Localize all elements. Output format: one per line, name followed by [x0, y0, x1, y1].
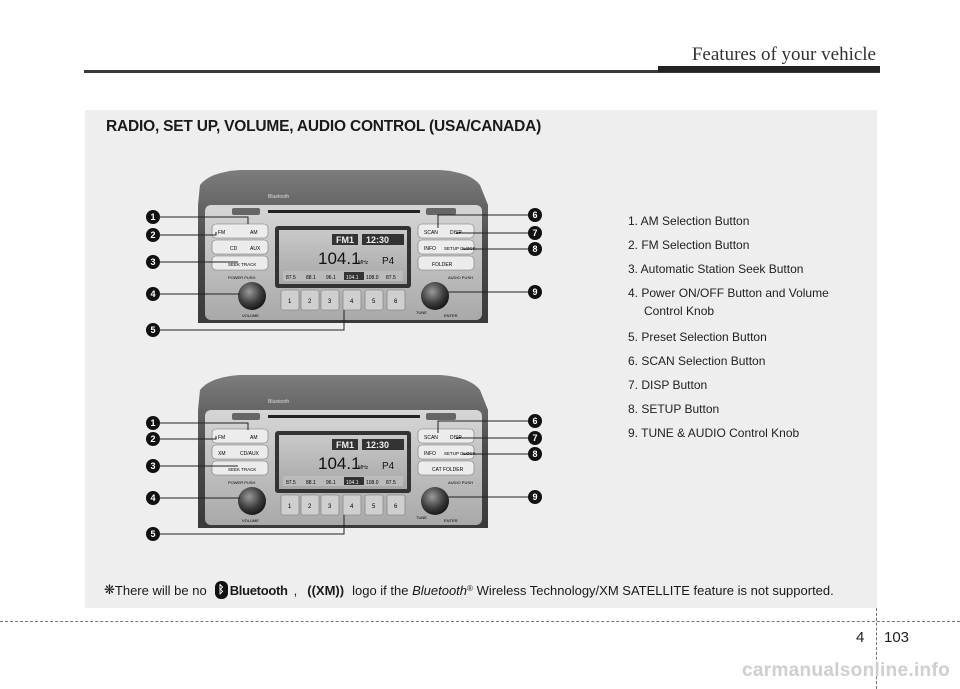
- preset-freq: 87.5: [386, 480, 396, 486]
- registered-mark: ®: [467, 583, 473, 593]
- bluetooth-icon: ᛒ: [215, 581, 228, 599]
- preset-key: 3: [328, 299, 332, 305]
- volume-label: VOLUME: [242, 518, 259, 523]
- preset-freq: 88.1: [306, 275, 316, 281]
- enter-label: ENTER: [444, 518, 458, 523]
- scan-label: SCAN: [424, 435, 438, 441]
- preset-freq: 87.5: [286, 480, 296, 486]
- legend-item: 5. Preset Selection Button: [628, 330, 767, 344]
- tune-label: TUNE: [416, 515, 427, 520]
- footnote-text-mid: logo if the: [352, 582, 409, 598]
- radio-unit-bottom: [198, 375, 488, 528]
- preset-indicator: P4: [382, 461, 395, 472]
- unit-text: MHz: [358, 260, 369, 266]
- tune-audio-knob[interactable]: [421, 282, 449, 310]
- radio-unit-top: [198, 170, 488, 323]
- xm-logo: ((XM)): [307, 582, 345, 598]
- preset-indicator: P4: [382, 256, 395, 267]
- callout-number: 1: [150, 418, 156, 428]
- volume-knob[interactable]: [238, 282, 266, 310]
- callout-number: 7: [532, 433, 538, 443]
- bluetooth-wordmark: Bluetooth: [229, 582, 288, 598]
- preset-freq: 88.1: [306, 480, 316, 486]
- chapter-number: 4: [856, 629, 865, 646]
- seek-label: SEEK TRACK: [228, 262, 257, 267]
- band-text: FM1: [336, 440, 354, 450]
- footer-rule: [0, 621, 960, 622]
- callout-number: 9: [532, 287, 538, 297]
- callout-number: 8: [532, 244, 538, 254]
- legend-item: 6. SCAN Selection Button: [628, 354, 766, 368]
- preset-key: 6: [394, 504, 398, 510]
- power-label: POWER PUSH: [228, 480, 256, 485]
- legend-item: 7. DISP Button: [628, 378, 708, 392]
- eject-button[interactable]: [232, 208, 260, 215]
- footnote-text-post: Wireless Technology/XM SATELLITE feature is not supported.: [476, 582, 834, 598]
- footnote-italic: Bluetooth: [412, 582, 468, 598]
- callout-number: 3: [150, 257, 156, 267]
- power-label: POWER PUSH: [228, 275, 256, 280]
- footnote-text-pre: There will be no: [114, 582, 207, 598]
- preset-key: 3: [328, 504, 332, 510]
- callout-number: 5: [150, 529, 156, 539]
- disp-label: DISP: [450, 435, 462, 441]
- am-label: AM: [250, 435, 258, 441]
- running-header: Features of your vehicle: [691, 44, 876, 65]
- page-number: 103: [884, 629, 910, 646]
- preset-freq: 104.1: [346, 275, 359, 281]
- preset-key: 2: [308, 504, 312, 510]
- callout-number: 4: [150, 289, 156, 299]
- cd-slot: [268, 210, 420, 213]
- audio-label: AUDIO PUSH: [448, 275, 473, 280]
- xm-label: XM: [218, 451, 226, 457]
- preset-freq: 87.5: [286, 275, 296, 281]
- cd-slot: [268, 415, 420, 418]
- footnote: [104, 581, 834, 599]
- callout-number: 9: [532, 492, 538, 502]
- footnote-comma: ,: [293, 582, 298, 598]
- disp-label: DISP: [450, 230, 462, 236]
- brand-label: Bluetooth: [268, 194, 290, 200]
- fm-label: FM: [218, 230, 226, 236]
- preset-key: 1: [288, 504, 292, 510]
- callout-number: 3: [150, 461, 156, 471]
- seek-label: SEEK TRACK: [228, 467, 257, 472]
- am-label: AM: [250, 230, 258, 236]
- eject-button[interactable]: [232, 413, 260, 420]
- fm-label: FM: [218, 435, 226, 441]
- callout-number: 2: [150, 434, 156, 444]
- bluetooth-logo: [215, 581, 288, 599]
- callout-number: 5: [150, 325, 156, 335]
- cat-folder-label: CAT FOLDER: [432, 467, 464, 473]
- callout-number: 6: [532, 210, 538, 220]
- preset-key: 2: [308, 299, 312, 305]
- cd-aux-label: CD/AUX: [240, 451, 259, 457]
- cd-in-indicator: [426, 413, 456, 420]
- tune-label: TUNE: [416, 310, 427, 315]
- preset-freq: 108.0: [366, 275, 379, 281]
- audio-label: AUDIO PUSH: [448, 480, 473, 485]
- preset-freq: 108.0: [366, 480, 379, 486]
- section-title: RADIO, SET UP, VOLUME, AUDIO CONTROL (USA/CANADA): [106, 118, 542, 135]
- callout-number: 6: [532, 416, 538, 426]
- enter-label: ENTER: [444, 313, 458, 318]
- preset-key: 5: [372, 299, 376, 305]
- legend-item: 2. FM Selection Button: [628, 238, 750, 252]
- legend-item: 3. Automatic Station Seek Button: [628, 262, 804, 276]
- preset-key: 4: [350, 504, 354, 510]
- preset-strip: [283, 476, 403, 486]
- scan-label: SCAN: [424, 230, 438, 236]
- preset-freq: 104.1: [346, 480, 359, 486]
- callout-number: 8: [532, 449, 538, 459]
- volume-label: VOLUME: [242, 313, 259, 318]
- legend-item-continuation: Control Knob: [644, 304, 715, 318]
- legend-item: 1. AM Selection Button: [628, 214, 750, 228]
- setup-label: SETUP CLOCK: [444, 451, 476, 456]
- unit-text: MHz: [358, 465, 369, 471]
- folder-label: FOLDER: [432, 262, 453, 268]
- preset-freq: 96.1: [326, 480, 336, 486]
- preset-freq: 96.1: [326, 275, 336, 281]
- preset-key: 5: [372, 504, 376, 510]
- preset-freq: 87.5: [386, 275, 396, 281]
- brand-label: Bluetooth: [268, 399, 290, 405]
- callout-number: 7: [532, 228, 538, 238]
- watermark: carmanualsonline.info: [742, 660, 950, 681]
- cd-in-indicator: [426, 208, 456, 215]
- callout-number: 2: [150, 230, 156, 240]
- info-label: INFO: [424, 451, 436, 457]
- cd-label: CD: [230, 246, 238, 252]
- preset-key: 1: [288, 299, 292, 305]
- asterism-icon: ❋: [104, 582, 115, 597]
- tune-audio-knob[interactable]: [421, 487, 449, 515]
- aux-label: AUX: [250, 246, 261, 252]
- time-text: 12:30: [366, 440, 390, 450]
- legend-item: 8. SETUP Button: [628, 402, 720, 416]
- time-text: 12:30: [366, 235, 390, 245]
- preset-strip: [283, 271, 403, 281]
- setup-label: SETUP CLOCK: [444, 246, 476, 251]
- callout-number: 1: [150, 212, 156, 222]
- preset-key: 6: [394, 299, 398, 305]
- band-text: FM1: [336, 235, 354, 245]
- callout-number: 4: [150, 493, 156, 503]
- legend-item: 4. Power ON/OFF Button and Volume: [628, 286, 829, 300]
- info-label: INFO: [424, 246, 436, 252]
- preset-key: 4: [350, 299, 354, 305]
- legend-item: 9. TUNE & AUDIO Control Knob: [628, 426, 800, 440]
- frequency-text: 104.1: [318, 454, 361, 473]
- volume-knob[interactable]: [238, 487, 266, 515]
- frequency-text: 104.1: [318, 249, 361, 268]
